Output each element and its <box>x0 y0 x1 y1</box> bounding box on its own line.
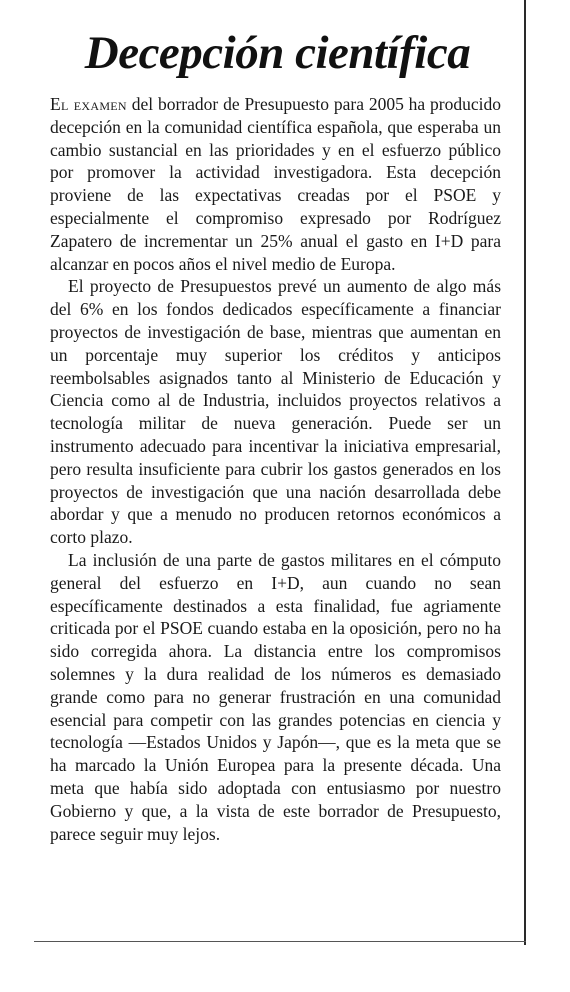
paragraph-1 <box>50 93 501 275</box>
lead-in-smallcaps: El examen <box>50 94 127 114</box>
bottom-rule <box>34 941 526 942</box>
article-body <box>50 93 501 845</box>
paragraph-2: El proyecto de Presupuestos prevé un aumento de algo más del 6% en los fondos dedicados específicamente a financiar proyectos de investigación de base, mientras que aumentan en un porcentaje muy superior los créditos y anticipos reembolsables asignados tanto al Ministerio de Educación y Ciencia como al de Industria, incluidos proyectos relativos a tecnología militar de nueva generación. Puede ser un instrumento adecuado para incentivar la iniciativa empresarial, pero resulta insuficiente para cubrir los gastos generados en los proyectos de investigación que una nación desarrollada debe abordar y que a menudo no producen retornos económicos a corto plazo. <box>50 276 501 548</box>
column-rule-right <box>524 0 526 945</box>
paragraph-3: La inclusión de una parte de gastos militares en el cómputo general del esfuerzo en I+D, aun cuando no sean específicamente destinados a esta finalidad, fue agriamente criticada por el PSOE cuando estaba en la oposición, pero no ha sido corregida ahora. La distancia entre los compromisos solemnes y la dura realidad de los números es demasiado grande como para no generar frustración en una comunidad esencial para competir con las grandes potencias en ciencia y tecnología —Estados Unidos y Japón—, que es la meta que se ha marcado la Unión Europea para la presente década. Una meta que había sido adoptada con entusiasmo por nuestro Gobierno y que, a la vista de este borrador de Presupuesto, parece seguir muy lejos. <box>50 549 501 844</box>
paragraph-1-text: del borrador de Presupuesto para 2005 ha producido decepción en la comunidad científica española, que esperaba un cambio sustancial en las prioridades y en el esfuerzo público por promover la actividad investigadora. Esta decepción proviene de las expectativas creadas por el PSOE y especialmente el compromiso expresado por Rodríguez Zapatero de incrementar un 25% anual el gasto en I+D para alcanzar en pocos años el nivel medio de Europa. <box>50 94 501 274</box>
article-headline: Decepción científica <box>84 27 471 79</box>
